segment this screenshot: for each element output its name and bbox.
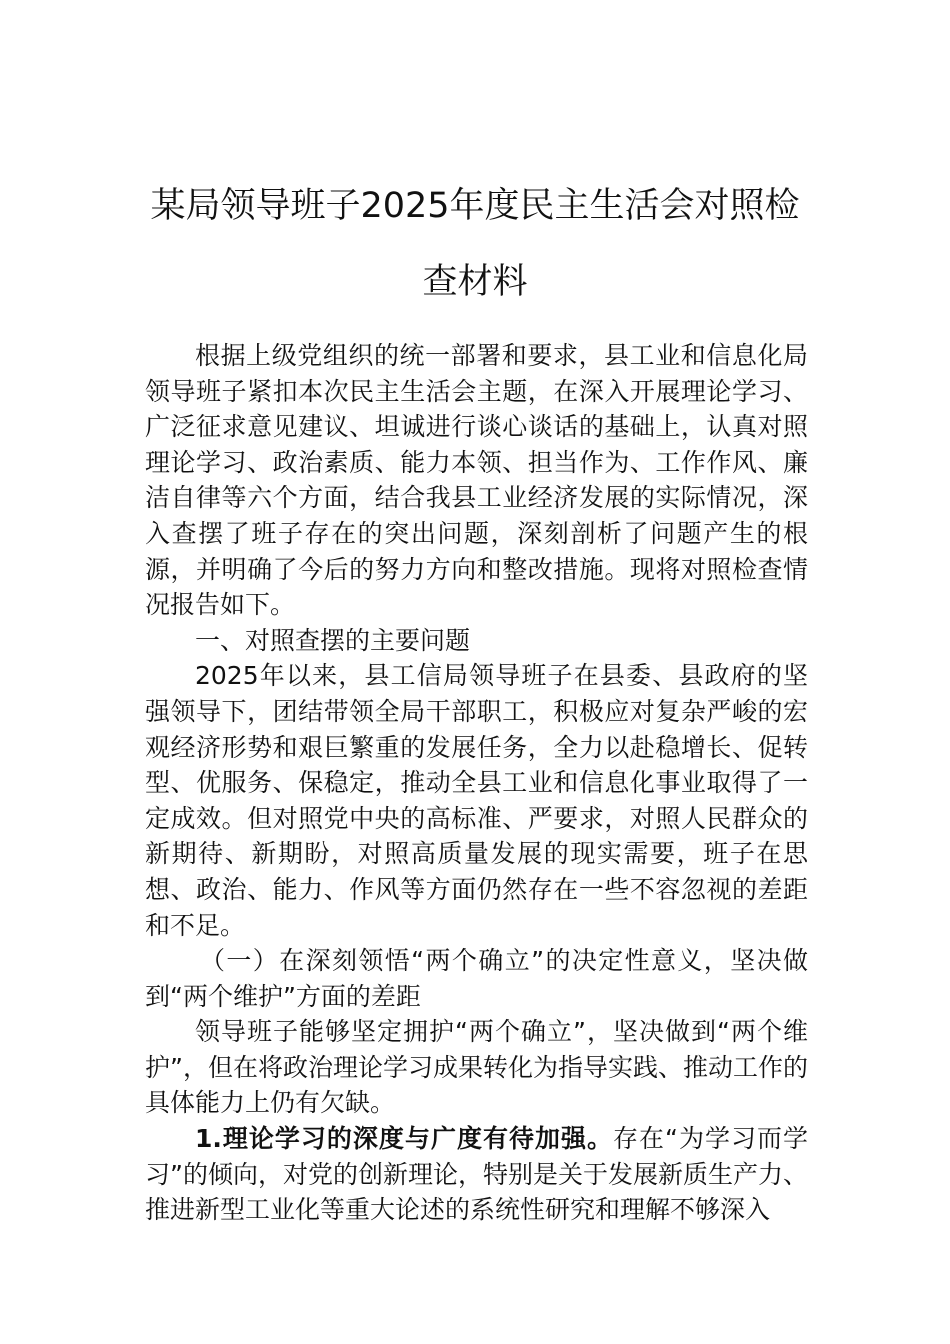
document-title bbox=[130, 168, 820, 320]
section-heading: 一、对照查摆的主要问题 bbox=[195, 625, 471, 655]
paragraph-4 bbox=[145, 1121, 808, 1228]
title-line-2: 查材料 bbox=[422, 262, 528, 302]
title-line-1: 某局领导班子2025年度民主生活会对照检 bbox=[150, 186, 800, 226]
point-1-text: 存在“为学习而学习”的倾向，对党的创新理论，特别是关于发展新质生产力、推进新型工业化等重大论述的系统性研究和理解不够深入 bbox=[145, 1124, 808, 1225]
document-body bbox=[145, 338, 808, 1228]
paragraph-3: 领导班子能够坚定拥护“两个确立”，坚决做到“两个维护”，但在将政治理论学习成果转化为指导实践、推动工作的具体能力上仍有欠缺。 bbox=[145, 1017, 808, 1118]
point-1-heading: 1.理论学习的深度与广度有待加强。 bbox=[195, 1124, 613, 1154]
paragraph-2: 2025年以来，县工信局领导班子在县委、县政府的坚强领导下，团结带领全局干部职工，积极应对复杂严峻的宏观经济形势和艰巨繁重的发展任务，全力以赴稳增长、促转型、优服务、保稳定，推动全县工业和信息化事业取得了一定成效。但对照党中央的高标准、严要求，对照人民群众的新期待、新期盼，对照高质量发展的现实需要，班子在思想、政治、能力、作风等方面仍然存在一些不容忽视的差距和不足。 bbox=[145, 661, 808, 940]
subsection-heading: （一）在深刻领悟“两个确立”的决定性意义，坚决做到“两个维护”方面的差距 bbox=[145, 946, 808, 1011]
intro-paragraph: 根据上级党组织的统一部署和要求，县工业和信息化局领导班子紧扣本次民主生活会主题，在深入开展理论学习、广泛征求意见建议、坦诚进行谈心谈话的基础上，认真对照理论学习、政治素质、能力本领、担当作为、工作作风、廉洁自律等六个方面，结合我县工业经济发展的实际情况，深入查摆了班子存在的突出问题，深刻剖析了问题产生的根源，并明确了今后的努力方向和整改措施。现将对照检查情况报告如下。 bbox=[145, 341, 808, 620]
